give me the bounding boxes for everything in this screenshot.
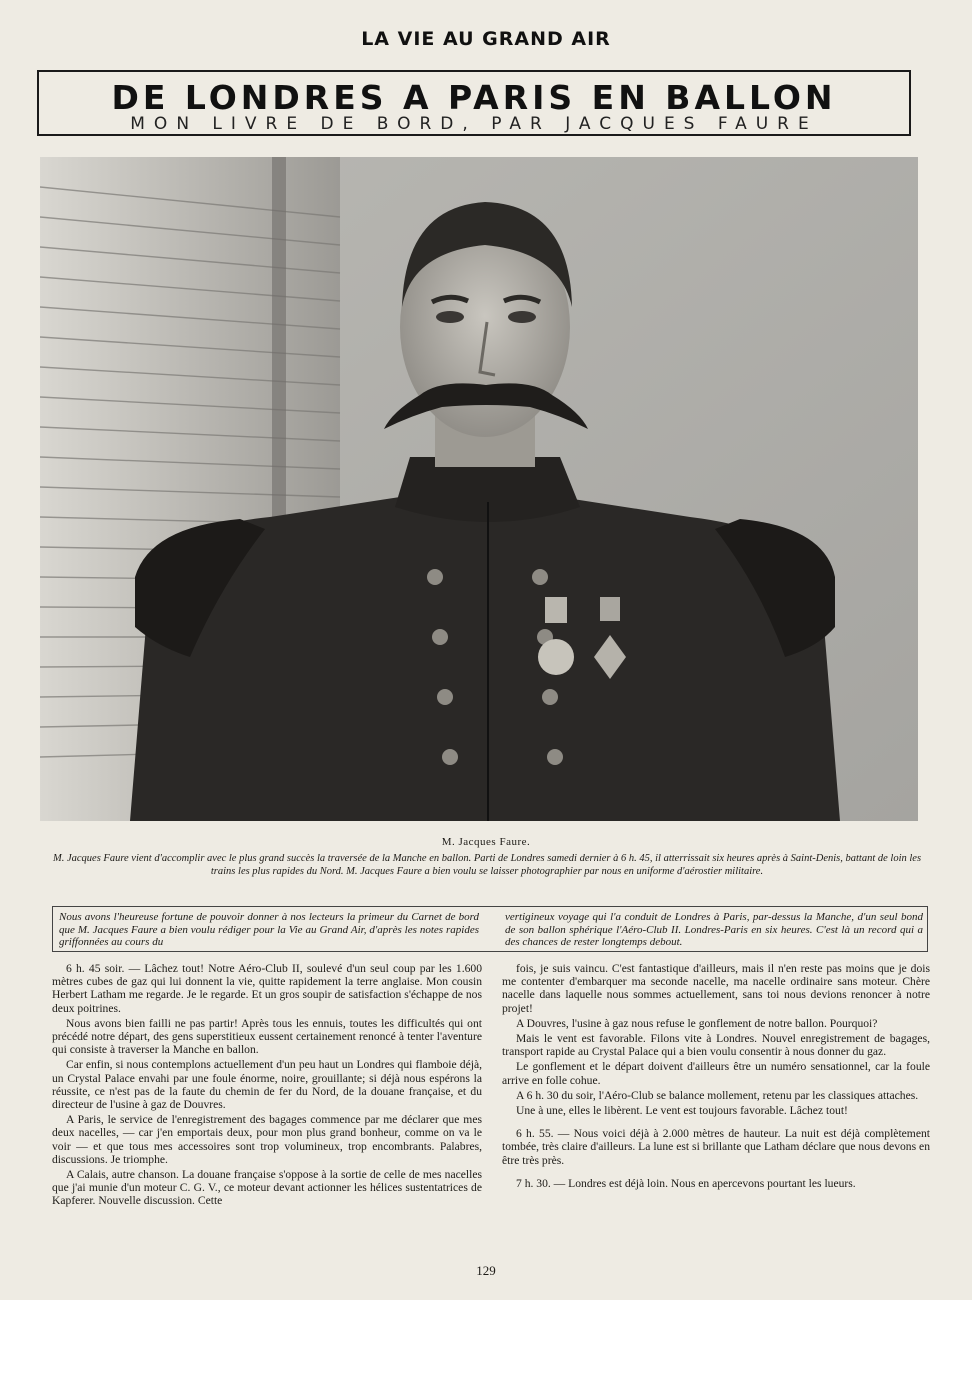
paragraph: Mais le vent est favorable. Filons vite à Londres. Nouvel enregistrement de bagages, transport rapide au Crystal Palace qui a bien voulu consentir à nous donner du gaz. [502,1032,930,1059]
paragraph: 7 h. 30. — Londres est déjà loin. Nous en apercevons pourtant les lueurs. [516,1176,856,1190]
paragraph: Le gonflement et le départ doivent d'ailleurs être un numéro sensationnel, car la foule arrive en folle cohue. [502,1060,930,1087]
article-column-right [502,962,930,1192]
article-title: DE LONDRES A PARIS EN BALLON [111,78,837,117]
portrait-photo-icon [40,157,918,821]
paragraph: Nous avons bien failli ne pas partir! Après tous les ennuis, toutes les difficultés qui ont précédé notre départ, des gens superstitieux eussent certainement renoncé à tenter l'aventure qui consiste à traverser la Manche en ballon. [52,1016,482,1057]
paragraph: fois, je suis vaincu. C'est fantastique d'ailleurs, mais il n'en reste pas moins que je dois me contenter d'embarquer ma seconde nacelle, ma nacelle ordinaire sans moteur. Chère nacelle dans laquelle nous sommes actuellement, sans toi nous devions renoncer à notre projet! [502,962,930,1015]
article-column-left [52,962,482,1210]
paragraph: A 6 h. 30 du soir, l'Aéro-Club se balance mollement, retenu par les classiques attaches. [516,1088,919,1102]
paragraph: A Douvres, l'usine à gaz nous refuse le gonflement de notre ballon. Pourquoi? [516,1016,878,1030]
masthead: LA VIE AU GRAND AIR [361,28,611,50]
title-box [37,70,911,136]
paragraph: 6 h. 45 soir. — Lâchez tout! Notre Aéro-Club II, soulevé d'un seul coup par les 1.600 mètres cubes de gaz qui lui donnent la vie, quitte rapidement la terre anglaise. Mon cousin Herbert Latham me regarde. Je le regarde. Et un gros soupir de satisfaction s'échappe de nos deux poitrines. [52,962,482,1015]
paragraph: Une à une, elles le libèrent. Le vent est toujours favorable. Lâchez tout! [516,1104,848,1118]
photo-caption: M. Jacques Faure vient d'accomplir avec le plus grand succès la traversée de la Manche en ballon. Parti de Londres samedi dernier à 6 h. 45, il atterrissait six heures après à Saint-Denis, battant de loin les trains les plus rapides du Nord. M. Jacques Faure a bien voulu se laisser photographier par nous en uniforme d'aérostier militaire. [52,853,922,877]
paragraph: Car enfin, si nous contemplons actuellement d'un peu haut un Londres qui flamboie déjà, un Crystal Palace envahi par une foule énorme, noire, grouillante; si déjà nous espérons la réussite, ce n'est pas de la faute du chemin de fer du Nord, de la douane française, et du directeur de l'usine à gaz de Douvres. [52,1058,482,1112]
intro-text-right: vertigineux voyage qui l'a conduit de Londres à Paris, par-dessus la Manche, d'un seul bond de son ballon sphérique l'Aéro-Club II. Londres-Paris en six heures. C'est là un record qui a des chances de rester longtemps debout. [505,911,923,948]
paragraph: A Paris, le service de l'enregistrement des bagages commence par me déclarer que mes deux nacelles, — car j'en emportais deux, pour mon plus grand bonheur, comme on va le voir — et que tous mes accessoires sont trop volumineux, trop encombrants. Palabres, discussions. Je triomphe. [52,1113,482,1166]
article-subtitle: MON LIVRE DE BORD, PAR JACQUES FAURE [130,114,818,134]
bottom-margin [0,1300,972,1390]
paragraph: A Calais, autre chanson. La douane française s'oppose à la sortie de celle de mes nacelles que j'ai munie d'un moteur C. G. V., ce moteur devant actionner les hélices sustentatrices de Kapferer. Nouvelle discussion. Cette [52,1168,482,1208]
intro-box [52,906,928,952]
photo-caption-title: M. Jacques Faure. [441,836,531,848]
portrait-photo [40,157,918,821]
intro-text-left: Nous avons l'heureuse fortune de pouvoir donner à nos lecteurs la primeur du Carnet de bord que M. Jacques Faure a bien voulu rédiger pour la Vie au Grand Air, d'après les notes rapides griffonnées au cours du [59,911,479,948]
paragraph: 6 h. 55. — Nous voici déjà à 2.000 mètres de hauteur. La nuit est déjà complètement tombée, très claire d'ailleurs. La lune est si brillante que Latham déclare que nous devons en être très près. [502,1127,930,1167]
page-number: 129 [476,1263,496,1278]
